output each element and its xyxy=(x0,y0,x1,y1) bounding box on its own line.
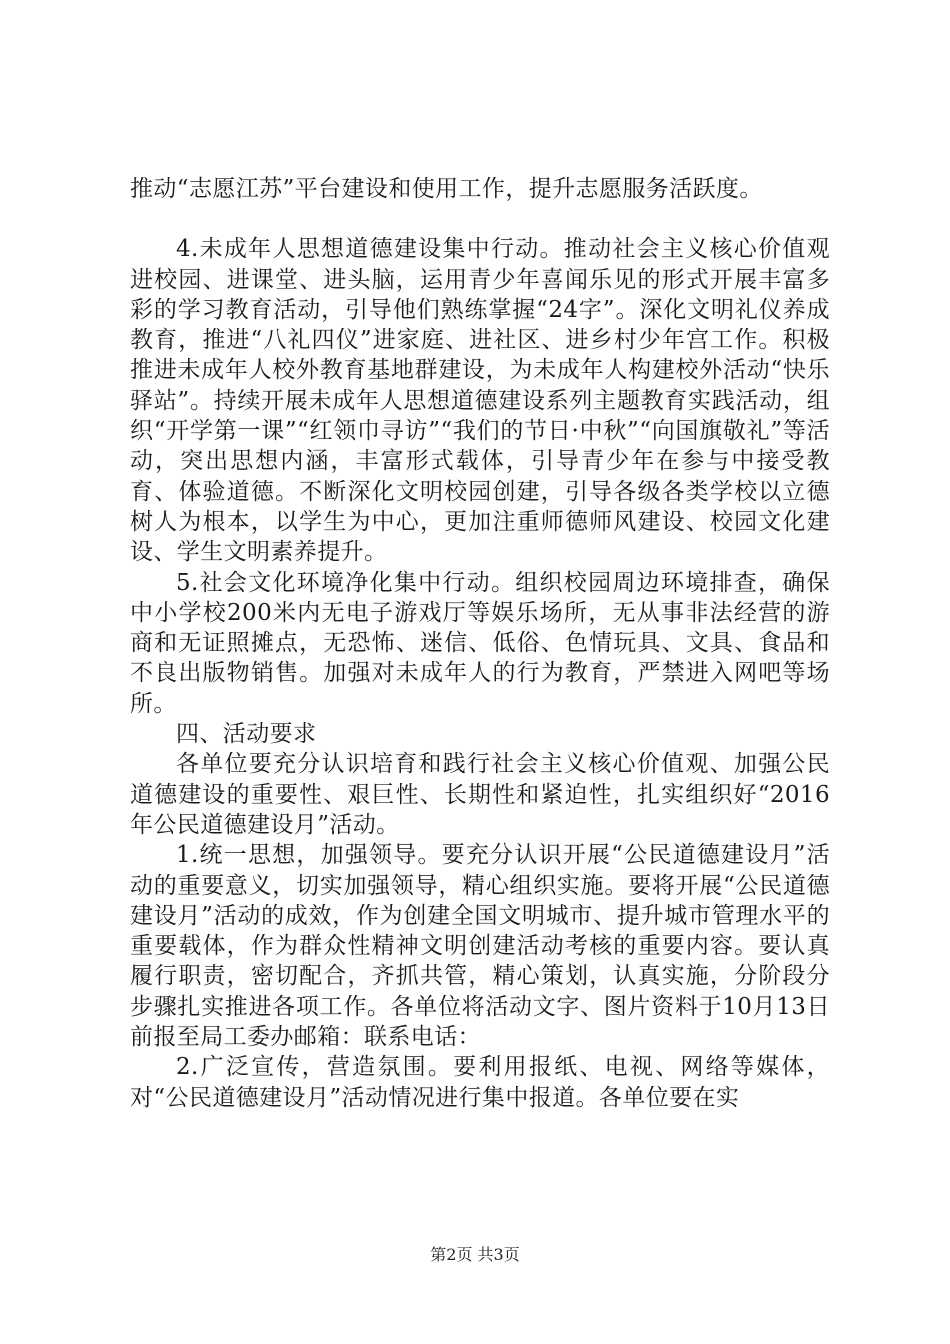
paragraph-gap xyxy=(130,204,830,234)
paragraph-continuation: 推动“志愿江苏”平台建设和使用工作，提升志愿服务活跃度。 xyxy=(130,176,763,202)
page-footer: 第2页 共3页 xyxy=(430,1245,520,1264)
paragraph-requirements-intro: 各单位要充分认识培育和践行社会主义核心价值观、加强公民道德建设的重要性、艰巨性、长期性和紧迫性，扎实组织好“2016年公民道德建设月”活动。 xyxy=(130,751,830,838)
paragraph-item-5: 5.社会文化环境净化集中行动。组织校园周边环境排查，确保中小学校200米内无电子游戏厅等娱乐场所，无从事非法经营的游商和无证照摊点，无恐怖、迷信、低俗、色情玩具、文具、食品和不良出版物销售。加强对未成年人的行为教育，严禁进入网吧等场所。 xyxy=(130,569,830,717)
paragraph-requirement-1: 1.统一思想，加强领导。要充分认识开展“公民道德建设月”活动的重要意义，切实加强领导，精心组织实施。要将开展“公民道德建设月”活动的成效，作为创建全国文明城市、提升城市管理水平的重要载体，作为群众性精神文明创建活动考核的重要内容。要认真履行职责，密切配合，齐抓共管，精心策划，认真实施，分阶段分步骤扎实推进各项工作。各单位将活动文字、图片资料于10月13日前报至局工委办邮箱：联系电话： xyxy=(130,842,830,1051)
paragraph-requirement-2: 2.广泛宣传，营造氛围。要利用报纸、电视、网络等媒体，对“公民道德建设月”活动情况进行集中报道。各单位要在实 xyxy=(130,1054,830,1111)
document-body xyxy=(130,174,830,1113)
section-heading-requirements: 四、活动要求 xyxy=(176,721,317,748)
paragraph-item-4: 4.未成年人思想道德建设集中行动。推动社会主义核心价值观进校园、进课堂、进头脑，运用青少年喜闻乐见的形式开展丰富多彩的学习教育活动，引导他们熟练掌握“24字”。深化文明礼仪养成教育，推进“八礼四仪”进家庭、进社区、进乡村少年宫工作。积极推进未成年人校外教育基地群建设，为未成年人构建校外活动“快乐驿站”。持续开展未成年人思想道德建设系列主题教育实践活动，组织“开学第一课”“红领巾寻访”“我们的节日·中秋”“向国旗敬礼”等活动，突出思想内涵，丰富形式载体，引导青少年在参与中接受教育、体验道德。不断深化文明校园创建，引导各级各类学校以立德树人为根本，以学生为中心，更加注重师德师风建设、校园文化建设、学生文明素养提升。 xyxy=(130,236,830,566)
